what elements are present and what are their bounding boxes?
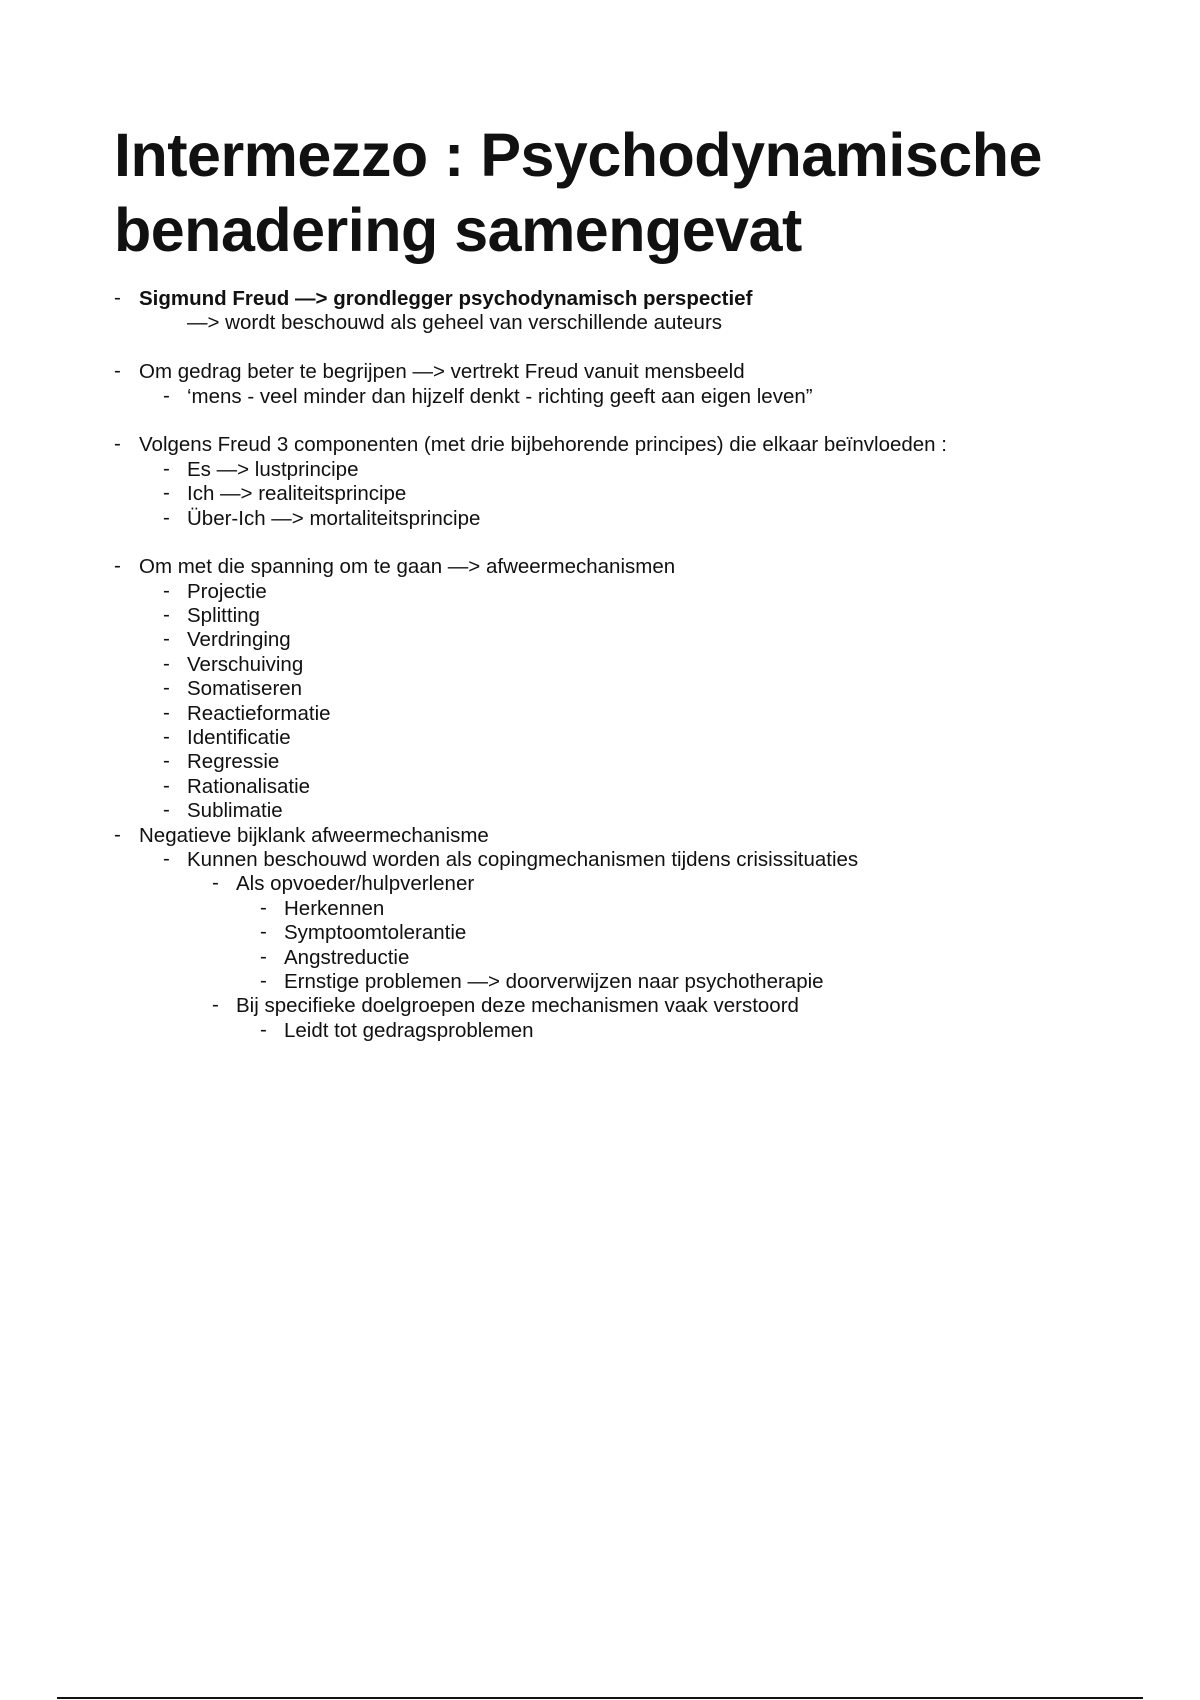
bullet-dash: -: [163, 676, 170, 700]
sub-bullet-text: Identificatie: [187, 726, 291, 750]
deep-bullet: [114, 970, 1114, 994]
sub-bullet-text: Verdringing: [187, 628, 291, 652]
bullet-dash: -: [163, 798, 170, 822]
sub-bullet: [114, 507, 1114, 531]
page-title-line-2: benadering samengevat: [114, 196, 802, 264]
sub-bullet: [114, 482, 1114, 506]
bullet-text: Sigmund Freud —> grondlegger psychodynamisch perspectief: [139, 287, 753, 310]
sub-bullet-text: Über-Ich —> mortaliteitsprincipe: [187, 506, 481, 530]
bullet-freud: [114, 287, 1114, 311]
bullet-dash: -: [114, 286, 121, 309]
sub-bullet: [114, 775, 1114, 799]
bullet-dash: -: [163, 505, 170, 529]
bullet-dash: -: [163, 773, 170, 797]
sub-sub-bullet-text: Als opvoeder/hulpverlener: [236, 872, 475, 896]
continuation-text: —> wordt beschouwd als geheel van verschillende auteurs: [187, 311, 723, 335]
bullet-dash: -: [163, 481, 170, 505]
deep-bullet-text: Herkennen: [284, 896, 385, 920]
bullet-negatieve-bijklank: [114, 824, 1114, 848]
deep-bullet-text: Ernstige problemen —> doorverwijzen naar psychotherapie: [284, 969, 824, 993]
bullet-dash: -: [163, 725, 170, 749]
sub-bullet: [114, 604, 1114, 628]
bullet-dash: -: [260, 944, 267, 968]
footer-divider: [57, 1697, 1143, 1699]
sub-bullet-text: Ich —> realiteitsprincipe: [187, 482, 407, 506]
bullet-dash: -: [163, 578, 170, 602]
sub-sub-bullet-text: Bij specifieke doelgroepen deze mechanismen vaak verstoord: [236, 994, 799, 1018]
sub-bullet: [114, 702, 1114, 726]
sub-bullet: [114, 726, 1114, 750]
bullet-text: Om met die spanning om te gaan —> afweermechanismen: [139, 555, 676, 579]
sub-bullet: [114, 628, 1114, 652]
bullet-dash: -: [114, 432, 121, 456]
deep-bullet: [114, 897, 1114, 921]
deep-bullet: [114, 946, 1114, 970]
bullet-dash: -: [163, 846, 170, 870]
deep-bullet-text: Leidt tot gedragsproblemen: [284, 1018, 534, 1042]
sub-bullet: [114, 458, 1114, 482]
bullet-dash: -: [260, 968, 267, 992]
sub-bullet-text: Es —> lustprincipe: [187, 457, 359, 481]
bullet-dash: -: [163, 627, 170, 651]
bullet-text: Om gedrag beter te begrijpen —> vertrekt Freud vanuit mensbeeld: [139, 360, 745, 384]
bullet-dash: -: [163, 700, 170, 724]
deep-bullet-text: Symptoomtolerantie: [284, 921, 467, 945]
sub-bullet: [114, 653, 1114, 677]
sub-bullet-text: Regressie: [187, 750, 280, 774]
sub-bullet: [114, 848, 1114, 872]
sub-bullet-text: Rationalisatie: [187, 774, 311, 798]
sub-bullet-text: ‘mens - veel minder dan hijzelf denkt - richting geeft aan eigen leven”: [187, 384, 813, 408]
bullet-dash: -: [114, 554, 121, 578]
sub-bullet-text: Sublimatie: [187, 799, 283, 823]
sub-bullet: [114, 677, 1114, 701]
bullet-dash: -: [260, 1017, 267, 1041]
bullet-afweermechanismen: [114, 555, 1114, 579]
bullet-dash: -: [114, 822, 121, 846]
bullet-dash: -: [260, 895, 267, 919]
sub-bullet-text: Kunnen beschouwd worden als copingmechanismen tijdens crisissituaties: [187, 847, 859, 871]
sub-bullet-text: Projectie: [187, 579, 267, 603]
page-title: [114, 118, 1114, 268]
sub-bullet-text: Reactieformatie: [187, 701, 331, 725]
sub-bullet-text: Verschuiving: [187, 652, 304, 676]
bullet-dash: -: [212, 871, 219, 895]
sub-sub-bullet: [114, 994, 1114, 1018]
deep-bullet: [114, 921, 1114, 945]
sub-bullet-text: Splitting: [187, 604, 260, 628]
bullet-dash: -: [260, 920, 267, 944]
sub-bullet: [114, 385, 1114, 409]
bullet-componenten: [114, 433, 1114, 457]
bullet-dash: -: [163, 603, 170, 627]
bullet-dash: -: [163, 651, 170, 675]
sub-bullet: [114, 580, 1114, 604]
notes-list: [114, 287, 1114, 1043]
deep-bullet: [114, 1019, 1114, 1043]
bullet-dash: -: [114, 359, 121, 383]
bullet-dash: -: [163, 749, 170, 773]
bullet-dash: -: [163, 383, 170, 407]
bullet-dash: -: [163, 456, 170, 480]
bullet-text: Volgens Freud 3 componenten (met drie bijbehorende principes) die elkaar beïnvloeden :: [139, 433, 947, 457]
bullet-freud-continuation: [114, 311, 1114, 335]
sub-bullet-text: Somatiseren: [187, 677, 303, 701]
bullet-dash: -: [212, 993, 219, 1017]
sub-bullet: [114, 799, 1114, 823]
deep-bullet-text: Angstreductie: [284, 945, 410, 969]
sub-bullet: [114, 750, 1114, 774]
sub-sub-bullet: [114, 872, 1114, 896]
page-title-line-1: Intermezzo : Psychodynamische: [114, 121, 1042, 189]
bullet-text: Negatieve bijklank afweermechanisme: [139, 823, 489, 847]
bullet-mensbeeld: [114, 360, 1114, 384]
